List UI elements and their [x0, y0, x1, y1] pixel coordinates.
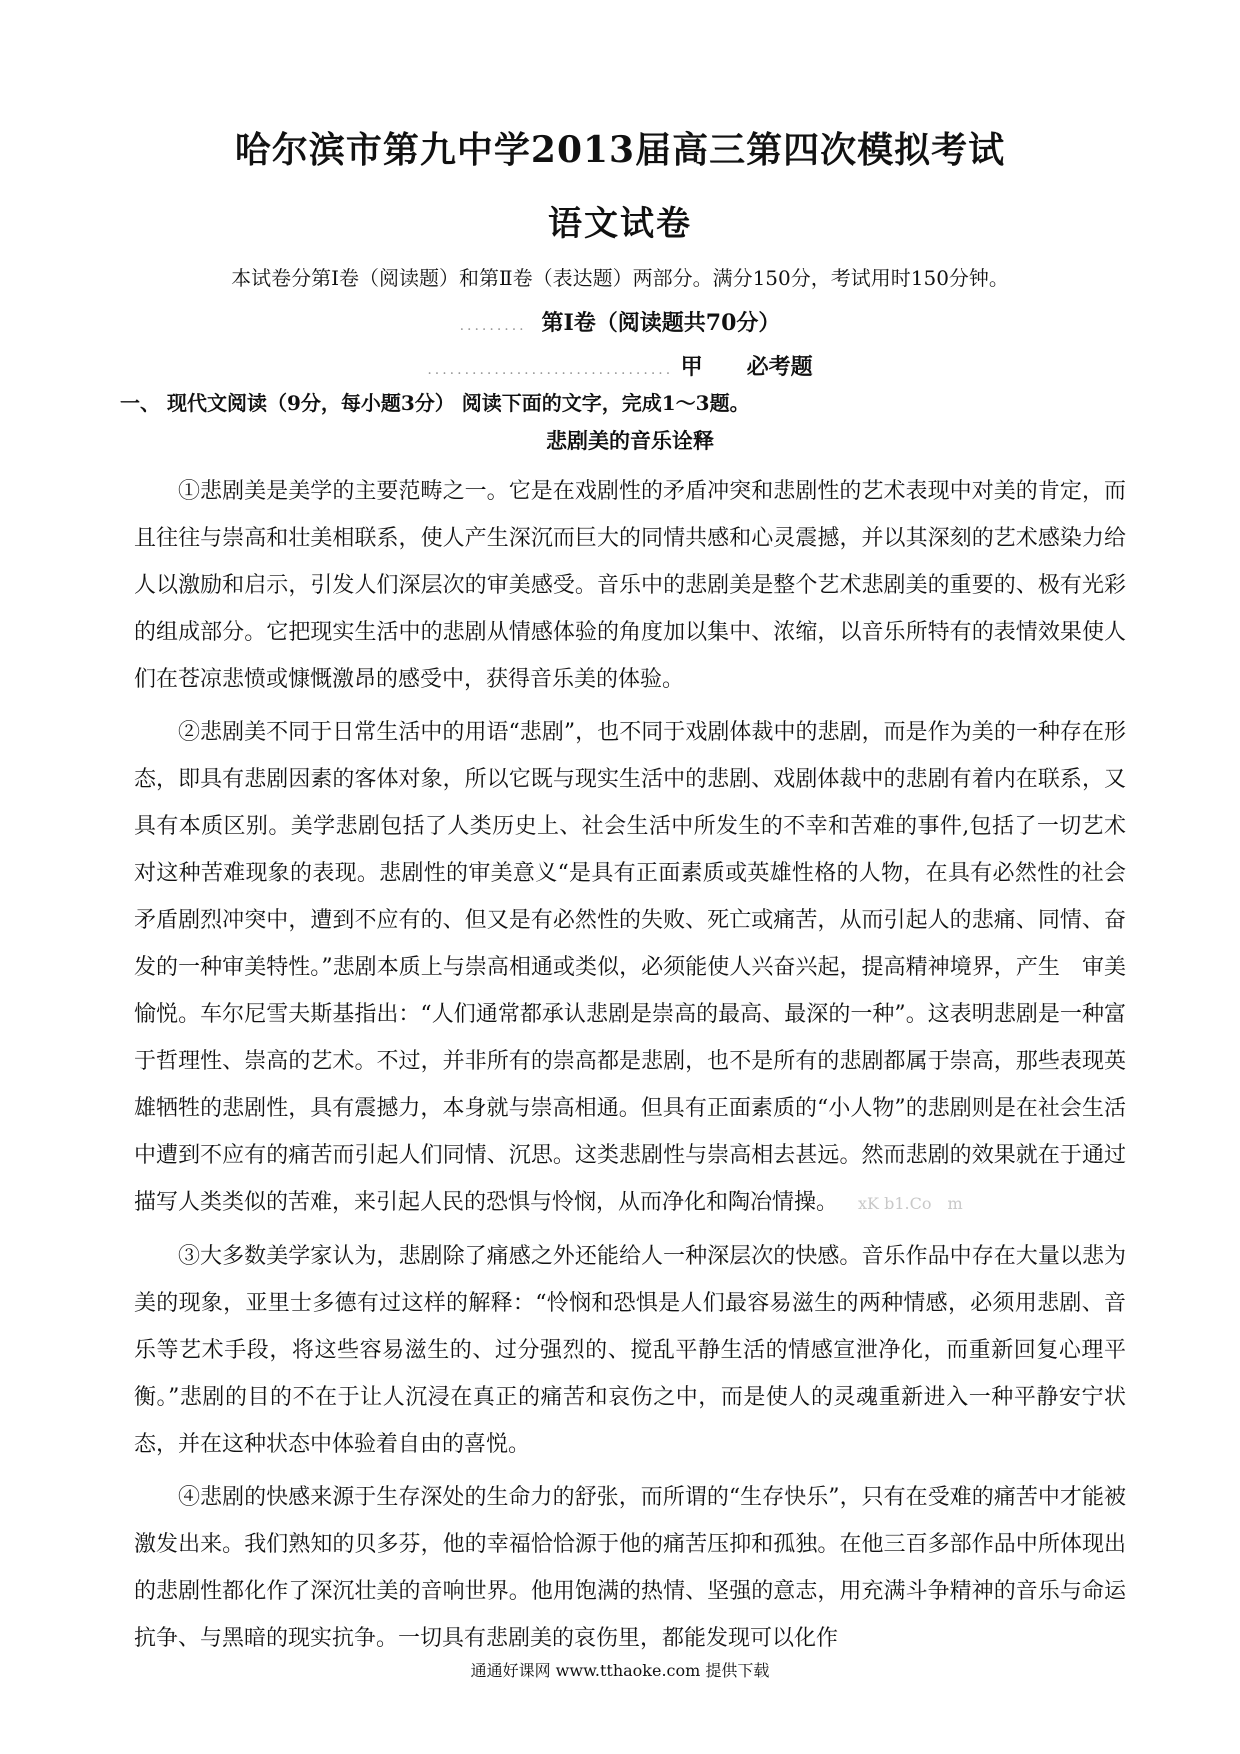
paragraph-2-text: ②悲剧美不同于日常生活中的用语“悲剧”，也不同于戏剧体裁中的悲剧，而是作为美的一种存在形态，即具有悲剧因素的客体对象，所以它既与现实生活中的悲剧、戏剧体裁中的悲剧有着内在联系，又具有本质区别。美学悲剧包括了人类历史上、社会生活中所发生的不幸和苦难的事件,包括了一切艺术对这种苦难现象的表现。悲剧性的审美意义“是具有正面素质或英雄性格的人物，在具有必然性的社会矛盾剧烈冲突中，遭到不应有的、但又是有必然性的失败、死亡或痛苦，从而引起人的悲痛、同情、奋发的一种审美特性。”悲剧本质上与崇高相通或类似，必须能使人兴奋兴起，提高精神境界，产生 审美愉悦。车尔尼雪夫斯基指出：“人们通常都承认悲剧是崇高的最高、最深的一种”。这表明悲剧是一种富于哲理性、崇高的艺术。不过，并非所有的崇高都是悲剧，也不是所有的悲剧都属于崇高，那些表现英雄牺牲的悲剧性，具有震撼力，本身就与崇高相通。但具有正面素质的“小人物”的悲剧则是在社会生活中遭到不应有的痛苦而引起人们同情、沉思。这类悲剧性与崇高相去甚远。然而悲剧的效果就在于通过描写人类类似的苦难，来引起人民的恐惧与怜悯，从而净化和陶冶情操。	[134, 720, 1126, 1215]
dotted-leader: .........	[459, 318, 542, 334]
exam-intro: 本试卷分第Ⅰ卷（阅读题）和第Ⅱ卷（表达题）两部分。满分150分，考试用时150分钟。	[231, 266, 1009, 290]
paragraph-2	[134, 709, 1126, 1227]
paragraph-3: ③大多数美学家认为，悲剧除了痛感之外还能给人一种深层次的快感。音乐作品中存在大量以悲为美的现象，亚里士多德有过这样的解释：“怜悯和恐惧是人们最容易滋生的两种情感，必须用悲剧、音乐等艺术手段，将这些容易滋生的、过分强烈的、搅乱平静生活的情感宣泄净化，而重新回复心理平衡。”悲剧的目的不在于让人沉浸在真正的痛苦和哀伤之中，而是使人的灵魂重新进入一种平静安宁状态，并在这种状态中体验着自由的喜悦。	[134, 1244, 1126, 1457]
exam-title: 哈尔滨市第九中学2013届高三第四次模拟考试	[234, 129, 1006, 171]
paragraph-1: ①悲剧美是美学的主要范畴之一。它是在戏剧性的矛盾冲突和悲剧性的艺术表现中对美的肯定，而且往往与崇高和壮美相联系，使人产生深沉而巨大的同情共感和心灵震撼，并以其深刻的艺术感染力给人以激励和启示，引发人们深层次的审美感受。音乐中的悲剧美是整个艺术悲剧美的重要的、极有光彩的组成部分。它把现实生活中的悲剧从情感体验的角度加以集中、浓缩，以音乐所特有的表情效果使人们在苍凉悲愤或慷慨激昂的感受中，获得音乐美的体验。	[134, 479, 1126, 692]
watermark-text: xK b1.Co m	[858, 1194, 963, 1213]
article-title: 悲剧美的音乐诠释	[546, 428, 714, 453]
section-heading	[0, 350, 1240, 381]
question-instruction: 一、 现代文阅读（9分，每小题3分） 阅读下面的文字，完成1～3题。	[120, 391, 750, 415]
exam-subtitle: 语文试卷	[548, 204, 692, 244]
section-heading-text: 甲 必考题	[680, 354, 813, 380]
part-heading	[0, 306, 1240, 337]
paragraph-4: ④悲剧的快感来源于生存深处的生命力的舒张，而所谓的“生存快乐”，只有在受难的痛苦中才能被激发出来。我们熟知的贝多芬，他的幸福恰恰源于他的痛苦压抑和孤独。在他三百多部作品中所体现出的悲剧性都化作了深沉壮美的音响世界。他用饱满的热情、坚强的意志，用充满斗争精神的音乐与命运抗争、与黑暗的现实抗争。一切具有悲剧美的哀伤里，都能发现可以化作	[134, 1485, 1126, 1651]
article-body	[134, 468, 1126, 1668]
part-heading-text: 第Ⅰ卷（阅读题共70分）	[541, 310, 781, 336]
dotted-leader: .................................	[427, 362, 681, 378]
page-footer: 通通好课网 www.tthaoke.com 提供下载	[470, 1661, 770, 1680]
